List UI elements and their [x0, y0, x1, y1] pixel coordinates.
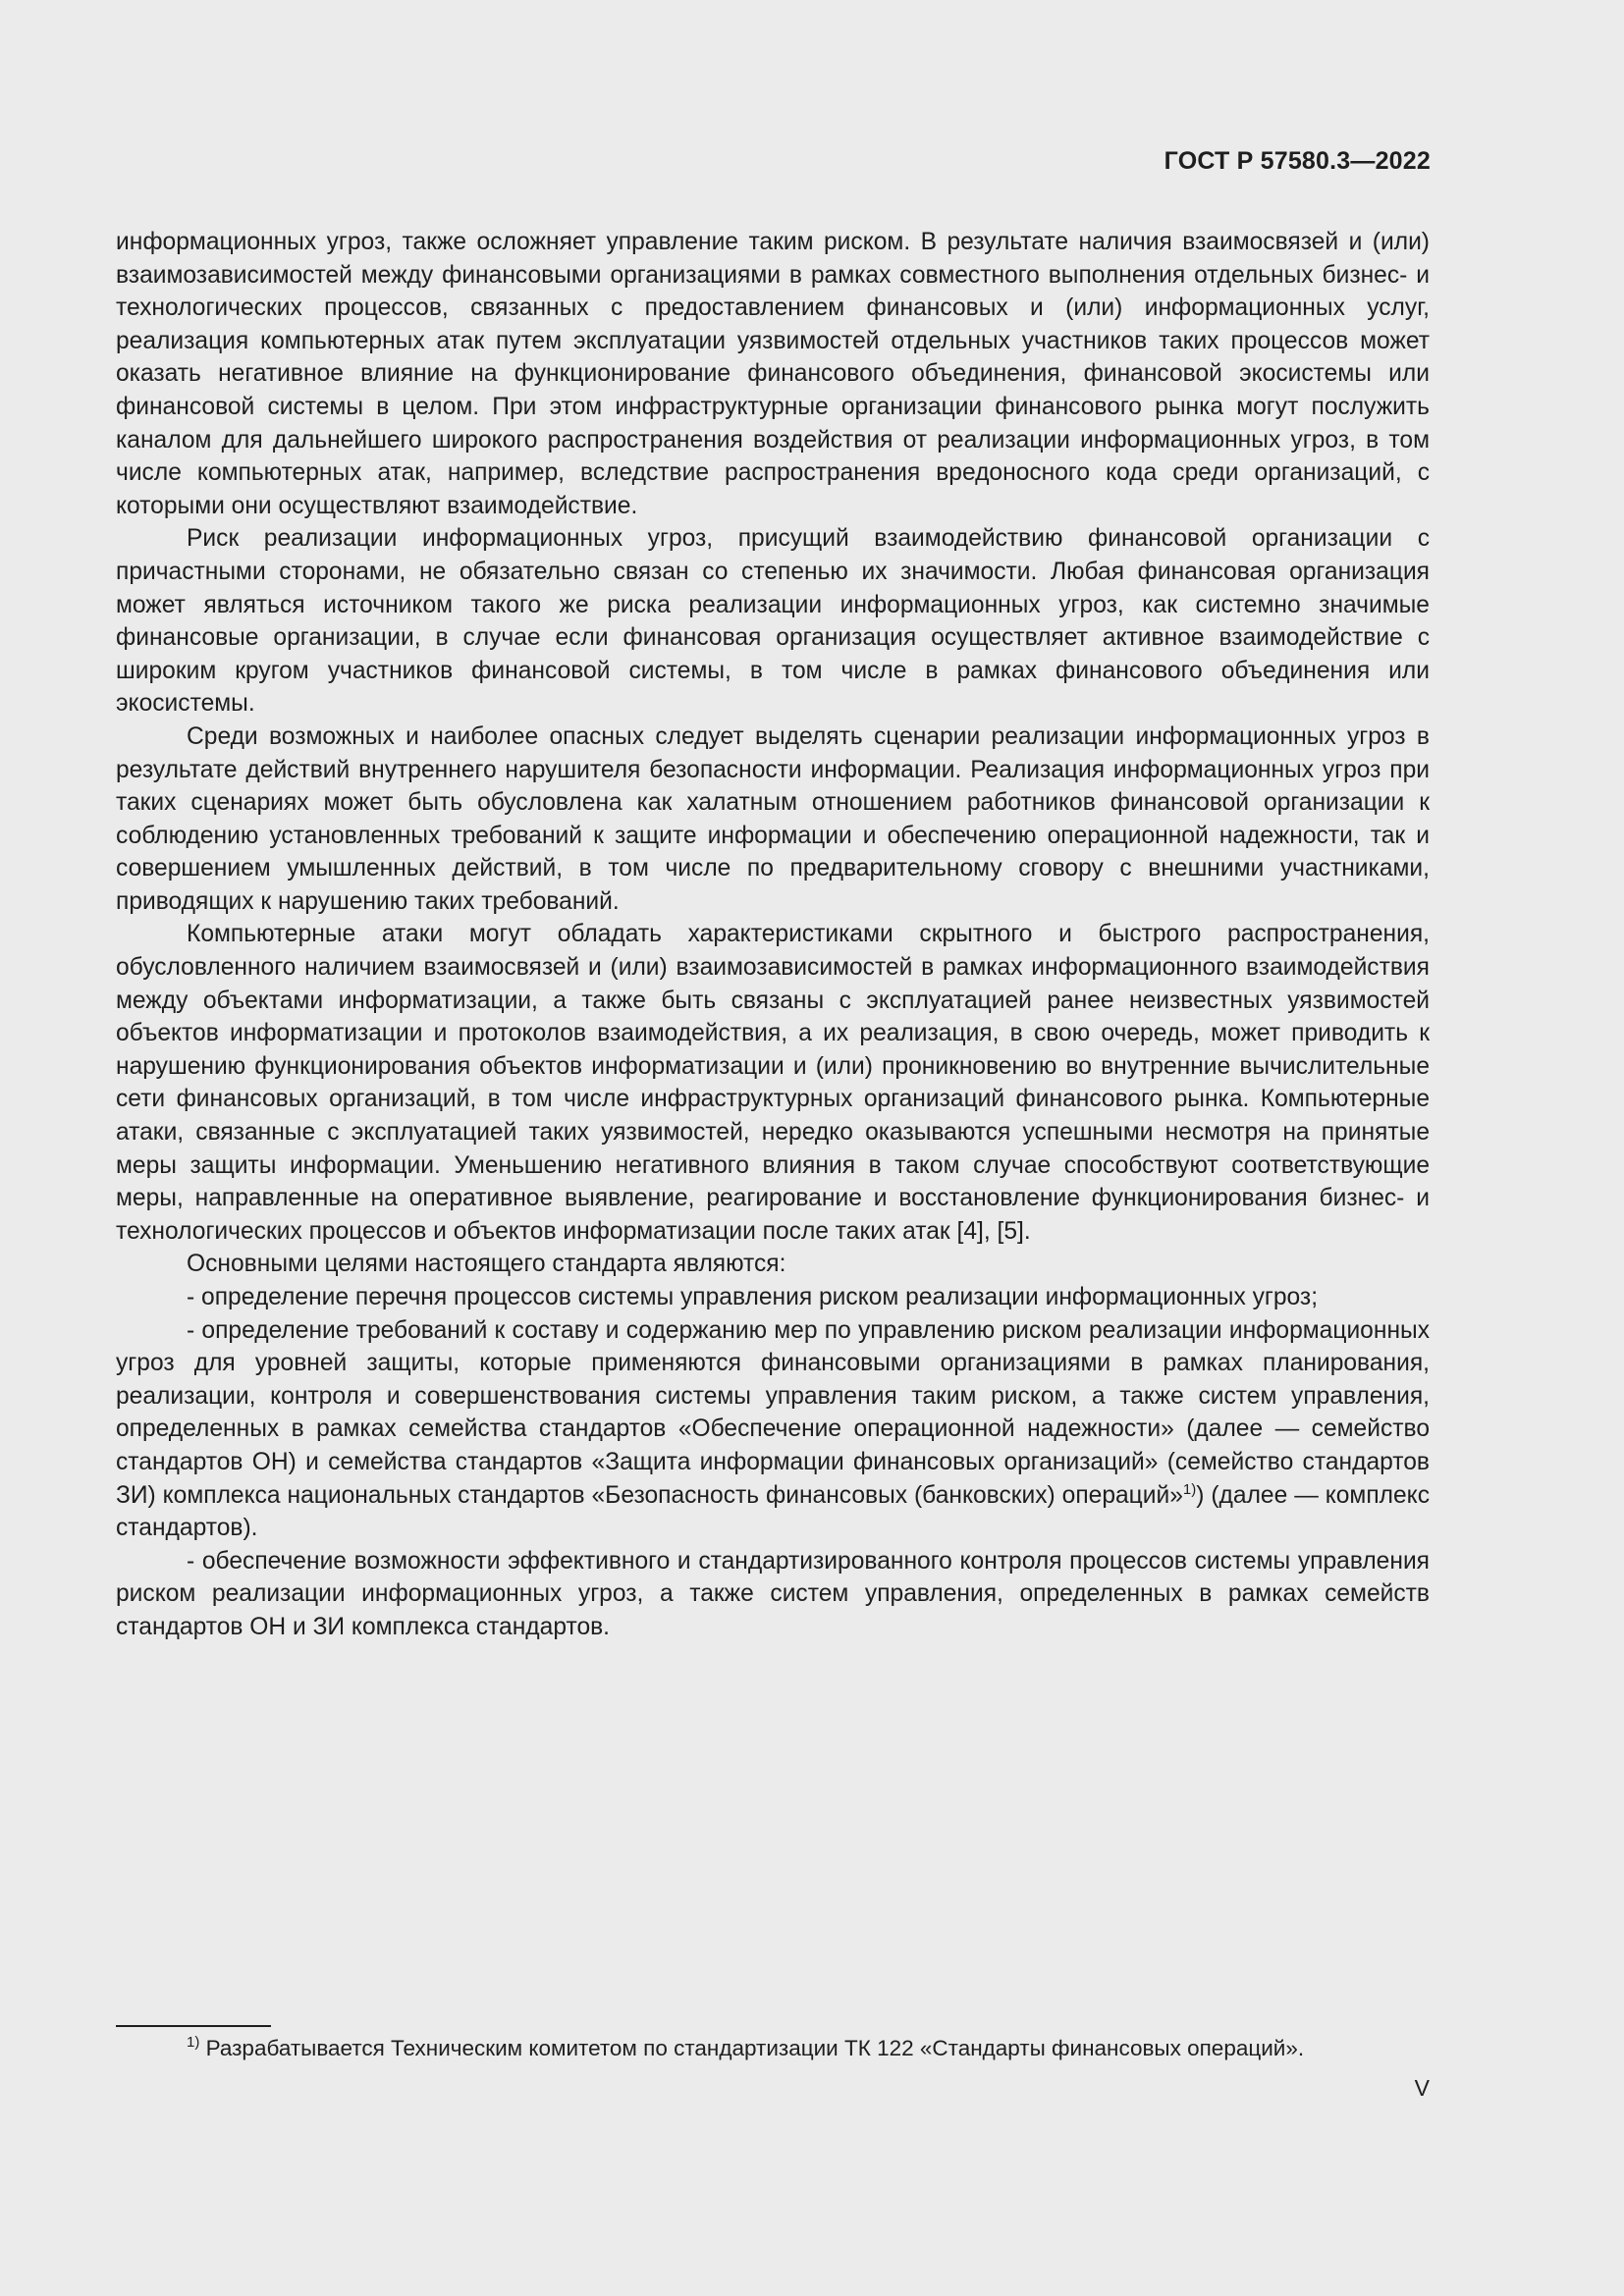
- document-body: [116, 226, 1430, 1644]
- list-item-requirements-text: - определение требований к составу и содержанию мер по управлению риском реализации информационных угроз для уровней защиты, которые применяются финансовыми организациями в рамках планирования, реализации, контроля и совершенствования системы управления таким риском, а также систем управления, определенных в рамках семейства стандартов «Обеспечение операционной надежности» (далее — семейство стандартов ОН) и семейства стандартов «Защита информации финансовых организаций» (семейство стандартов ЗИ) комплекса национальных стандартов «Безопасность финансовых (банковских) операций»: [116, 1316, 1430, 1509]
- paragraph-insider-threat: Среди возможных и наиболее опасных следует выделять сценарии реализации информационных угроз в результате действий внутреннего нарушителя безопасности информации. Реализация информационных угроз при таких сценариях может быть обусловлена как халатным отношением работников финансовой организации к соблюдению установленных требований к защите информации и обеспечению операционной надежности, так и совершением умышленных действий, в том числе по предварительному сговору с внешними участниками, приводящих к нарушению таких требований.: [116, 722, 1430, 915]
- footnote-reference: 1): [1182, 1480, 1197, 1498]
- paragraph-risk-interaction: Риск реализации информационных угроз, присущий взаимодействию финансовой организации с причастными сторонами, не обязательно связан со степенью их значимости. Любая финансовая организация может являться источником такого же риска реализации информационных угроз, как системно значимые финансовые организации, в случае если финансовая организация осуществляет активное взаимодействие с широким кругом участников финансовой системы, в том числе в рамках финансового объединения или экосистемы.: [116, 525, 1430, 718]
- standard-code-header: ГОСТ Р 57580.3—2022: [1164, 147, 1431, 175]
- list-item-requirements: [116, 1314, 1430, 1545]
- paragraph-continuation: информационных угроз, также осложняет управление таким риском. В результате наличия взаимосвязей и (или) взаимозависимостей между финансовыми организациями в рамках совместного выполнения отдельных бизнес- и технологических процессов, связанных с предоставлением финансовых и (или) информационных услуг, реализация компьютерных атак путем эксплуатации уязвимостей отдельных участников таких процессов может оказать негативное влияние на функционирование финансового объединения, финансовой экосистемы или финансовой системы в целом. При этом инфраструктурные организации финансового рынка могут послужить каналом для дальнейшего широкого распространения воздействия от реализации информационных угроз, в том числе компьютерных атак, например, вследствие распространения вредоносного кода среди организаций, с которыми они осуществляют взаимодействие.: [116, 229, 1430, 519]
- list-item-process-list: - определение перечня процессов системы управления риском реализации информационных угроз;: [187, 1284, 1319, 1310]
- page-number: V: [1414, 2075, 1430, 2101]
- paragraph-computer-attacks: Компьютерные атаки могут обладать характеристиками скрытного и быстрого распространения, обусловленного наличием взаимосвязей и (или) взаимозависимостей в рамках информационного взаимодействия между объектами информатизации, а также быть связаны с эксплуатацией ранее неизвестных уязвимостей объектов информатизации и протоколов взаимодействия, а их реализация, в свою очередь, может приводить к нарушению функционирования объектов информатизации и (или) проникновению во внутренние вычислительные сети финансовых организаций, в том числе инфраструктурных организаций финансового рынка. Компьютерные атаки, связанные с эксплуатацией таких уязвимостей, нередко оказываются успешными несмотря на принятые меры защиты информации. Уменьшению негативного влияния в таком случае способствуют соответствующие меры, направленные на оперативное выявление, реагирование и восстановление функционирования бизнес- и технологических процессов и объектов информатизации после таких атак [4], [5].: [116, 921, 1430, 1245]
- paragraph-goals-intro: Основными целями настоящего стандарта являются:: [187, 1251, 786, 1278]
- list-item-control: - обеспечение возможности эффективного и стандартизированного контроля процессов системы управления риском реализации информационных угроз, а также систем управления, определенных в рамках семейств стандартов ОН и ЗИ комплекса стандартов.: [116, 1547, 1430, 1640]
- footnote-text: Разрабатывается Техническим комитетом по стандартизации ТК 122 «Стандарты финансовых операций».: [199, 2036, 1305, 2060]
- footnote: [187, 2034, 1304, 2063]
- footnote-divider: [116, 2025, 271, 2027]
- list-item-requirements-tail: ) (далее — комплекс стандартов).: [116, 1481, 1430, 1542]
- footnote-marker: 1): [187, 2034, 200, 2051]
